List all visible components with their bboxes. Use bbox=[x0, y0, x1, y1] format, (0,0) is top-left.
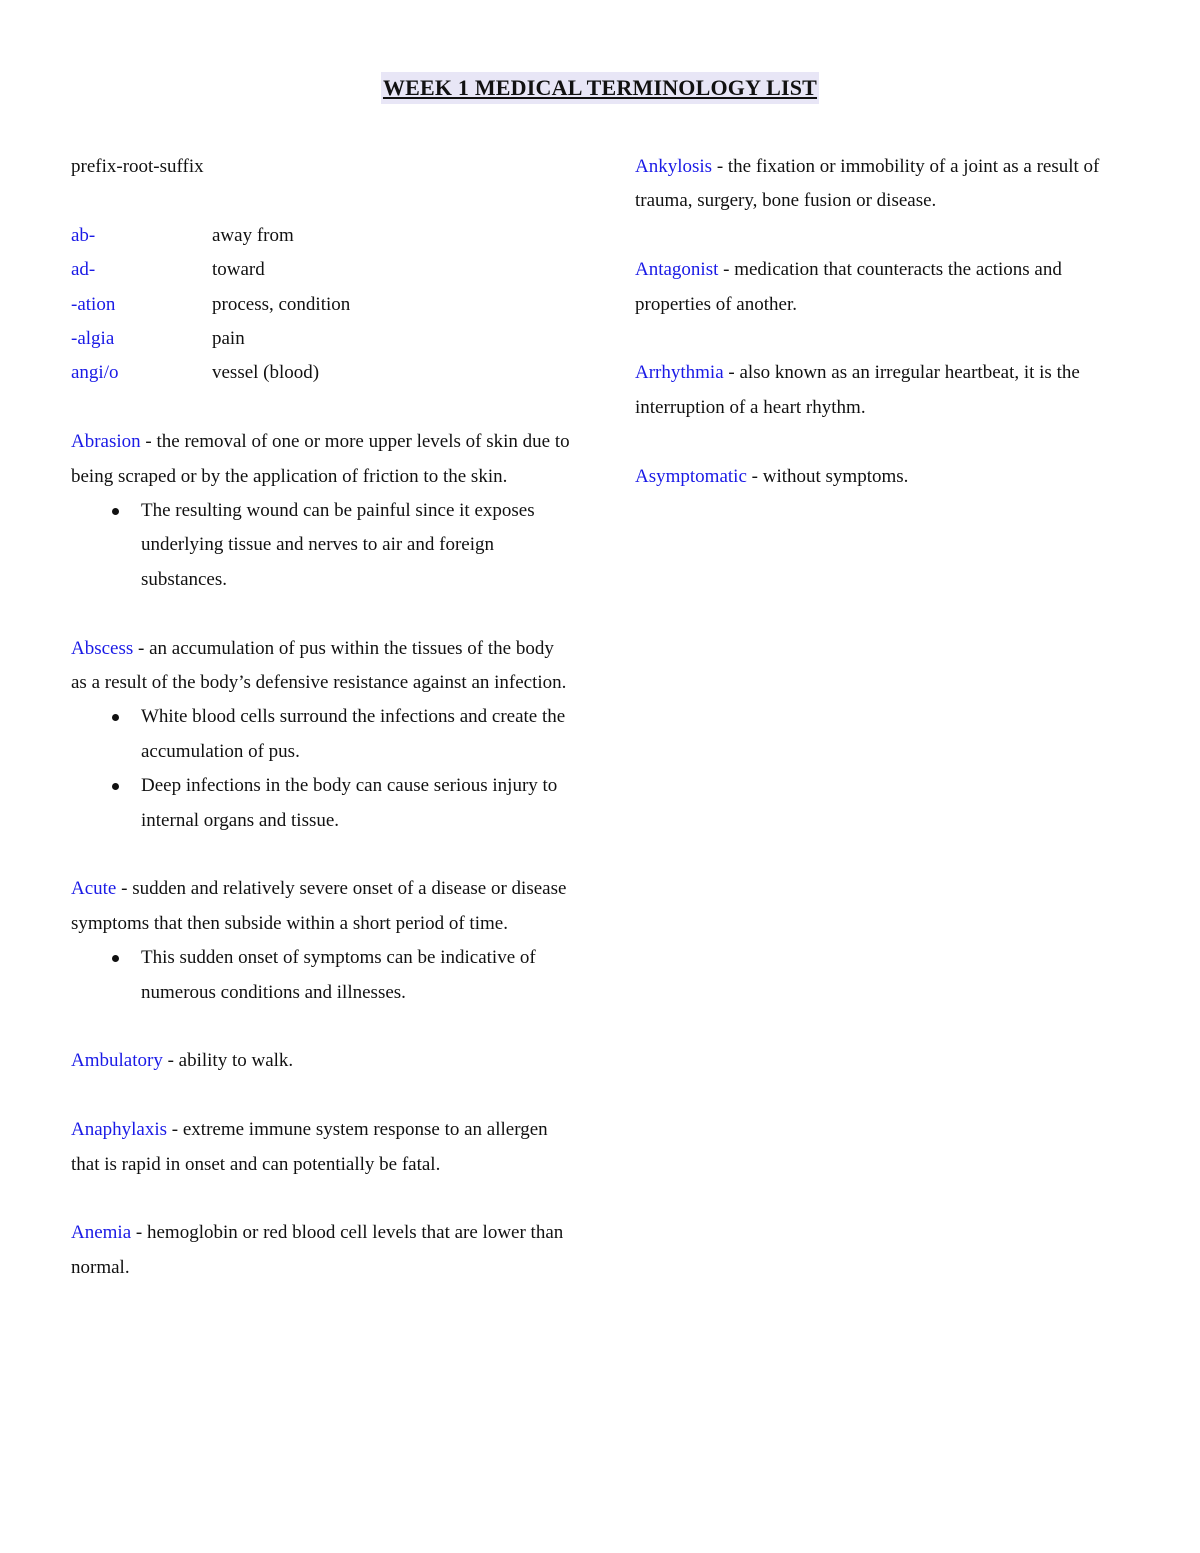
prefix-meaning: away from bbox=[212, 224, 294, 246]
left-column bbox=[71, 150, 571, 1285]
bullet-item bbox=[71, 941, 571, 1010]
intro-text: prefix-root-suffix bbox=[71, 156, 204, 177]
entry-asymptomatic bbox=[635, 460, 1140, 494]
spacer bbox=[71, 838, 571, 872]
prefix-meaning: process, condition bbox=[212, 293, 351, 315]
term-ambulatory: Ambulatory bbox=[71, 1050, 163, 1072]
bullet-list bbox=[71, 941, 571, 1010]
definition: - sudden and relatively severe onset of a disease or disease symptoms that then subside within a short period of time. bbox=[71, 878, 567, 934]
spacer bbox=[71, 391, 571, 425]
prefix-row bbox=[71, 219, 571, 253]
bullet-text: The resulting wound can be painful since it exposes underlying tissue and nerves to air and foreign substances. bbox=[141, 500, 535, 590]
bullet-list bbox=[71, 494, 571, 597]
bullet-text: Deep infections in the body can cause serious injury to internal organs and tissue. bbox=[141, 775, 558, 831]
spacer bbox=[635, 219, 1140, 253]
bullet-text: This sudden onset of symptoms can be indicative of numerous conditions and illnesses. bbox=[141, 947, 536, 1003]
spacer bbox=[71, 1010, 571, 1044]
prefix-meaning: toward bbox=[212, 259, 265, 281]
entry-acute bbox=[71, 872, 571, 941]
definition: - without symptoms. bbox=[746, 465, 909, 487]
definition: - extreme immune system response to an allergen that is rapid in onset and can potentially be fatal. bbox=[71, 1119, 548, 1175]
prefix-part: -ation bbox=[71, 293, 116, 315]
title-container bbox=[0, 72, 1200, 104]
term-anaphylaxis: Anaphylaxis bbox=[71, 1119, 168, 1141]
prefix-meaning: pain bbox=[212, 328, 245, 350]
term-acute: Acute bbox=[71, 878, 117, 900]
spacer bbox=[71, 597, 571, 631]
bullet-list bbox=[71, 700, 571, 838]
entry-antagonist bbox=[635, 253, 1140, 322]
entry-arrhythmia bbox=[635, 356, 1140, 425]
prefix-part: ab- bbox=[71, 224, 96, 246]
term-arrhythmia: Arrhythmia bbox=[635, 362, 724, 384]
definition: - hemoglobin or red blood cell levels that are lower than normal. bbox=[71, 1222, 564, 1278]
spacer bbox=[71, 1079, 571, 1113]
term-abrasion: Abrasion bbox=[71, 431, 141, 453]
term-asymptomatic: Asymptomatic bbox=[635, 465, 747, 487]
definition: - also known as an irregular heartbeat, it is the interruption of a heart rhythm. bbox=[635, 362, 1080, 418]
bullet-dot-icon bbox=[112, 508, 119, 515]
bullet-text: White blood cells surround the infections and create the accumulation of pus. bbox=[141, 706, 566, 762]
bullet-dot-icon bbox=[112, 783, 119, 790]
definition: - an accumulation of pus within the tissues of the body as a result of the body’s defensive resistance against an infection. bbox=[71, 637, 567, 694]
bullet-dot-icon bbox=[112, 714, 119, 721]
prefix-part: -algia bbox=[71, 328, 115, 350]
prefix-row bbox=[71, 356, 571, 390]
entry-abscess bbox=[71, 632, 571, 701]
bullet-item bbox=[71, 700, 571, 769]
spacer bbox=[71, 1182, 571, 1216]
prefix-row bbox=[71, 288, 571, 322]
prefix-list bbox=[71, 219, 571, 391]
entry-abrasion bbox=[71, 425, 571, 494]
prefix-part: ad- bbox=[71, 259, 96, 281]
definition: - ability to walk. bbox=[162, 1050, 294, 1072]
prefix-meaning: vessel (blood) bbox=[212, 362, 320, 384]
spacer bbox=[635, 322, 1140, 356]
right-column bbox=[635, 150, 1140, 494]
page-title: WEEK 1 MEDICAL TERMINOLOGY LIST bbox=[381, 72, 819, 104]
entry-ambulatory bbox=[71, 1044, 571, 1078]
definition: - the removal of one or more upper levels of skin due to being scraped or by the application of friction to the skin. bbox=[71, 431, 570, 487]
entry-anaphylaxis bbox=[71, 1113, 571, 1182]
prefix-row bbox=[71, 253, 571, 287]
entry-ankylosis bbox=[635, 150, 1140, 219]
definition: - the fixation or immobility of a joint as a result of trauma, surgery, bone fusion or disease. bbox=[635, 156, 1100, 212]
term-ankylosis: Ankylosis bbox=[635, 156, 713, 177]
definition: - medication that counteracts the actions and properties of another. bbox=[635, 259, 1062, 315]
bullet-item bbox=[71, 769, 571, 838]
prefix-row bbox=[71, 322, 571, 356]
bullet-dot-icon bbox=[112, 955, 119, 962]
spacer bbox=[71, 184, 571, 218]
spacer bbox=[635, 425, 1140, 459]
term-abscess: Abscess bbox=[71, 637, 134, 659]
prefix-part: angi/o bbox=[71, 362, 119, 384]
bullet-item bbox=[71, 494, 571, 597]
term-antagonist: Antagonist bbox=[635, 259, 719, 281]
term-anemia: Anemia bbox=[71, 1222, 132, 1244]
entry-anemia bbox=[71, 1216, 571, 1285]
